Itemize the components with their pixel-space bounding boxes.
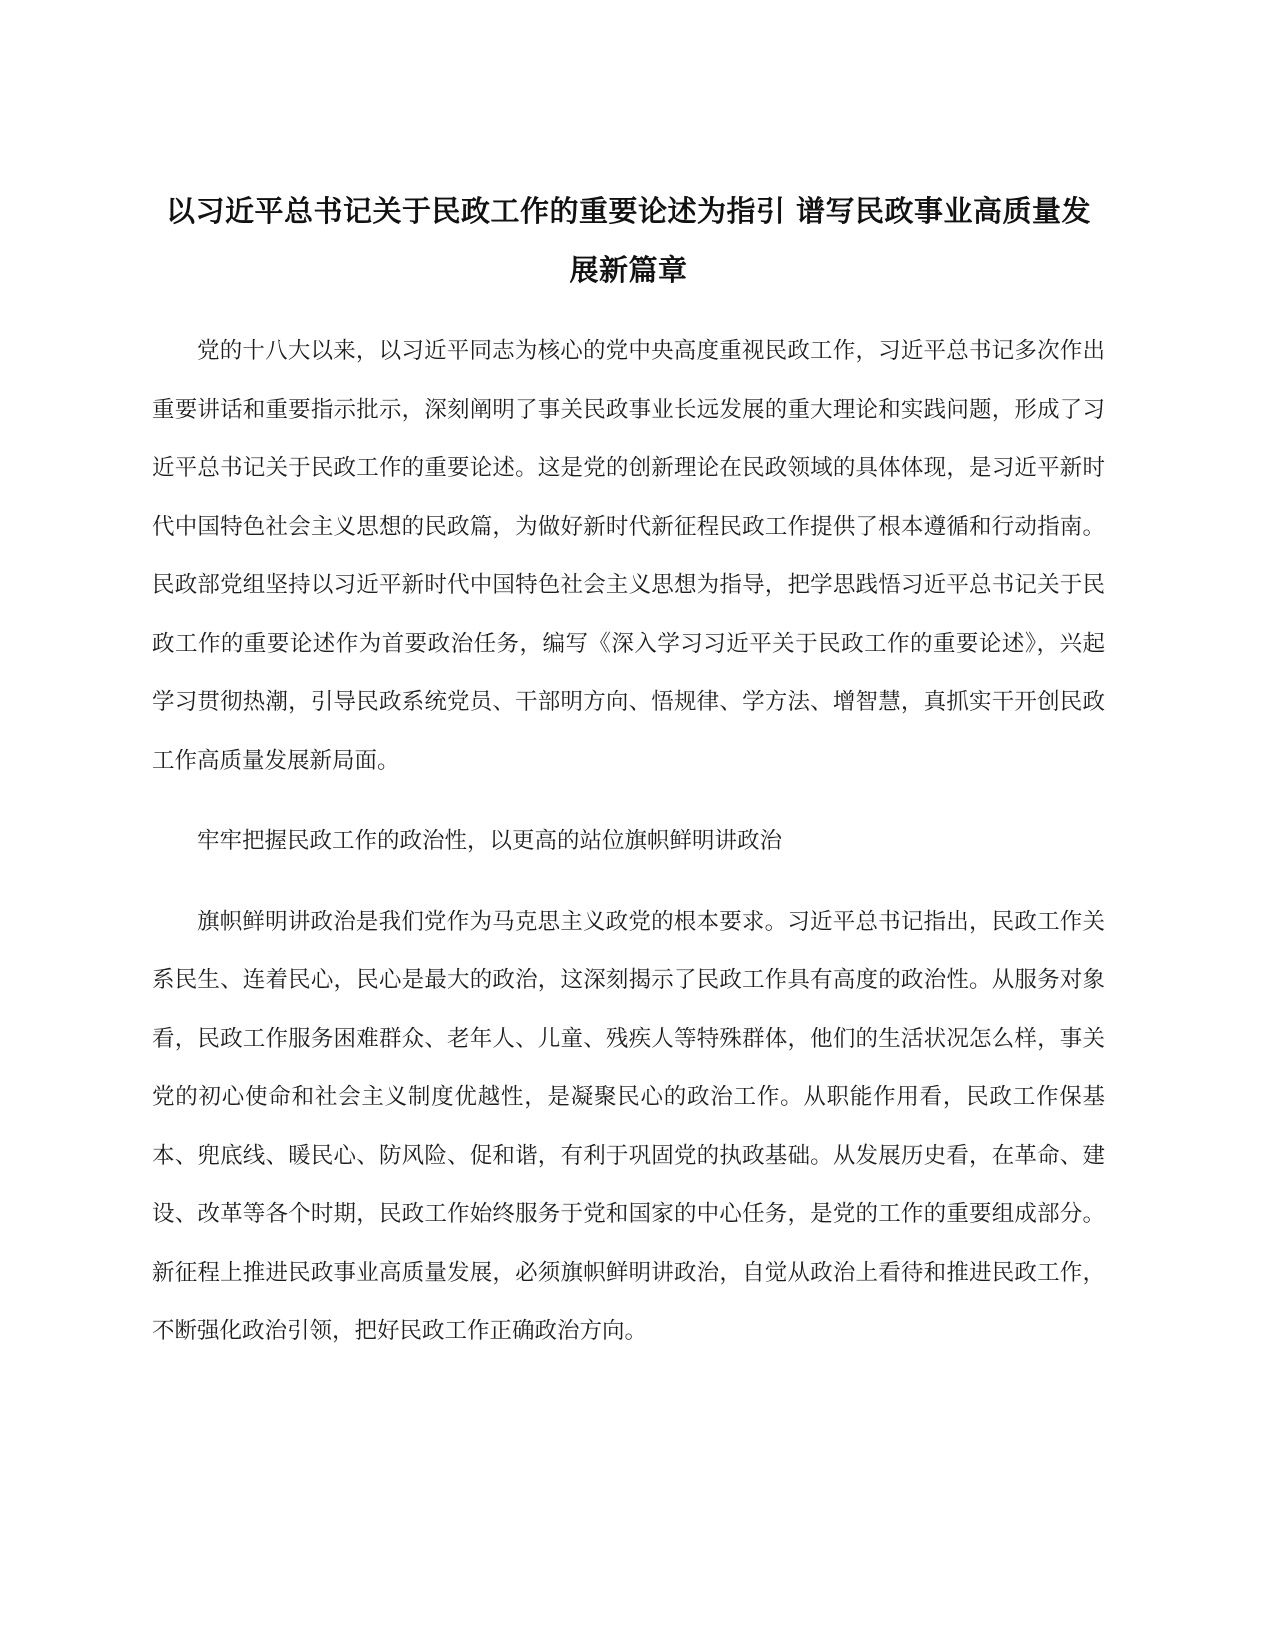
intro-paragraph: 党的十八大以来，以习近平同志为核心的党中央高度重视民政工作，习近平总书记多次作出重要讲话和重要指示批示，深刻阐明了事关民政事业长远发展的重大理论和实践问题，形成了习近平总书记关于民政工作的重要论述。这是党的创新理论在民政领域的具体体现，是习近平新时代中国特色社会主义思想的民政篇，为做好新时代新征程民政工作提供了根本遵循和行动指南。民政部党组坚持以习近平新时代中国特色社会主义思想为指导，把学思践悟习近平总书记关于民政工作的重要论述作为首要政治任务，编写《深入学习习近平关于民政工作的重要论述》，兴起学习贯彻热潮，引导民政系统党员、干部明方向、悟规律、学方法、增智慧，真抓实干开创民政工作高质量发展新局面。 bbox=[152, 338, 1105, 774]
body-paragraph: 旗帜鲜明讲政治是我们党作为马克思主义政党的根本要求。习近平总书记指出，民政工作关系民生、连着民心，民心是最大的政治，这深刻揭示了民政工作具有高度的政治性。从服务对象看，民政工作服务困难群众、老年人、儿童、残疾人等特殊群体，他们的生活状况怎么样，事关党的初心使命和社会主义制度优越性，是凝聚民心的政治工作。从职能作用看，民政工作保基本、兜底线、暖民心、防风险、促和谐，有利于巩固党的执政基础。从发展历史看，在革命、建设、改革等各个时期，民政工作始终服务于党和国家的中心任务，是党的工作的重要组成部分。新征程上推进民政事业高质量发展，必须旗帜鲜明讲政治，自觉从政治上看待和推进民政工作，不断强化政治引领，把好民政工作正确政治方向。 bbox=[152, 908, 1105, 1344]
section-heading: 牢牢把握民政工作的政治性，以更高的站位旗帜鲜明讲政治 bbox=[197, 828, 783, 854]
document-page bbox=[152, 182, 1105, 1361]
document-title: 以习近平总书记关于民政工作的重要论述为指引 谱写民政事业高质量发展新篇章 bbox=[165, 194, 1092, 287]
